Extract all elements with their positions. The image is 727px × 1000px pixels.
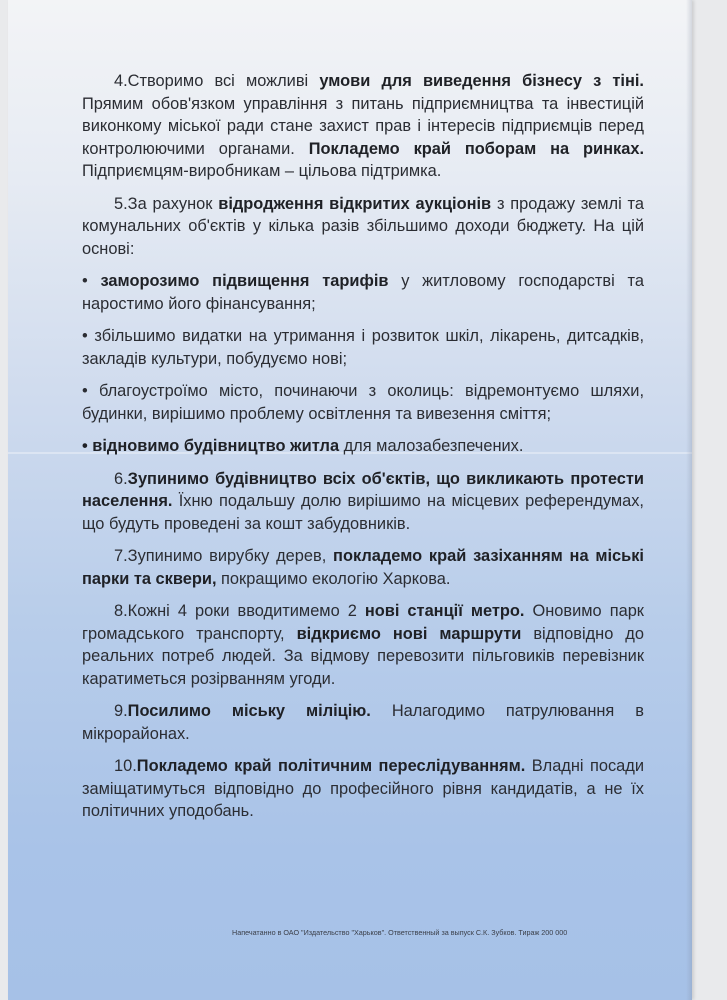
body-text: Владні посади заміщатимуться відповідно до професійного рівня кандидатів, а не їх політичних уподобань.	[82, 757, 644, 820]
paragraph-p4	[82, 70, 644, 183]
body-text: відповідно до реальних потреб людей. За відмову перевозити пільговиків перевізник каратиметься розірванням угоди.	[82, 624, 644, 688]
bullet-item-b3	[82, 380, 644, 425]
paragraph-p7	[82, 545, 644, 590]
program-text	[82, 70, 644, 833]
body-text: для малозабезпечених.	[339, 437, 524, 455]
paragraph-p8	[82, 600, 644, 690]
paragraph-p5	[82, 193, 644, 261]
emphasis-text: відкриємо нові маршрути	[296, 624, 522, 643]
body-text: у житловому господарстві та наростимо його фінансування;	[82, 272, 644, 313]
body-text: з продажу землі та комунальних об'єктів у кілька разів збільшимо доходи бюджету. На цій основі:	[82, 194, 644, 258]
paragraph-p9	[82, 700, 644, 745]
emphasis-text: відновимо будівництво житла	[92, 437, 340, 455]
body-text: Прямим обов'язком управління з питань підприємництва та інвестицій виконкому міської ради стане захист прав і інтересів підприємців перед контролюючими органами.	[82, 94, 644, 158]
bullet-item-b1	[82, 270, 644, 315]
paragraph-p10	[82, 755, 644, 823]
body-text: 10.	[114, 757, 137, 775]
body-text: 4.Створимо всі можливі	[114, 72, 320, 90]
body-text: Оновимо парк громадського транспорту,	[82, 602, 644, 643]
emphasis-text: •	[82, 437, 93, 455]
paragraph-p6	[82, 468, 644, 536]
emphasis-text: Посилимо міську міліцію.	[127, 702, 371, 720]
emphasis-text: відродження відкритих аукціонів	[218, 194, 492, 213]
body-text: Підприємцям-виробникам – цільова підтримка.	[82, 162, 442, 180]
emphasis-text: Покладемо край поборам на ринках.	[308, 139, 644, 158]
body-text: 9.	[114, 702, 128, 720]
emphasis-text: умови для виведення бізнесу з тіні.	[319, 72, 644, 90]
bullet-item-b4	[82, 435, 644, 458]
emphasis-text: покладемо край зазіханням на міські парки та сквери,	[82, 547, 644, 588]
print-imprint: Напечатанно в ОАО "Издательство "Харьков". Ответственный за выпуск С.К. Зубков. Тираж 200 000	[232, 928, 568, 937]
body-text: Налагодимо патрулювання в мікрорайонах.	[82, 702, 644, 743]
body-text: 7.Зупинимо вирубку дерев,	[114, 547, 334, 565]
emphasis-text: заморозимо підвищення тарифів	[100, 272, 389, 290]
emphasis-text: Зупинимо будівництво всіх об'єктів, що викликають протести населення.	[82, 469, 644, 510]
body-text: • благоустроїмо місто, починаючи з околиць: відремонтуємо шляхи, будинки, вирішимо проблему освітлення та вивезення сміття;	[82, 382, 644, 423]
bullet-item-b2	[82, 325, 644, 370]
body-text: покращимо екологію Харкова.	[216, 569, 451, 588]
body-text: 8.Кожні 4 роки вводитимемо 2	[114, 602, 365, 620]
body-text: 5.За рахунок	[114, 194, 219, 213]
body-text: 6.	[114, 469, 128, 488]
body-text: • збільшимо видатки на утримання і розвиток шкіл, лікарень, дитсадків, закладів культури, побудуємо нові;	[82, 327, 644, 368]
body-text: •	[82, 272, 101, 290]
body-text: Їхню подальшу долю вирішимо на місцевих референдумах, що будуть проведені за кошт забудовників.	[82, 492, 644, 533]
emphasis-text: Покладемо край політичним переслідуванням.	[136, 757, 526, 775]
emphasis-text: нові станції метро.	[364, 602, 525, 620]
